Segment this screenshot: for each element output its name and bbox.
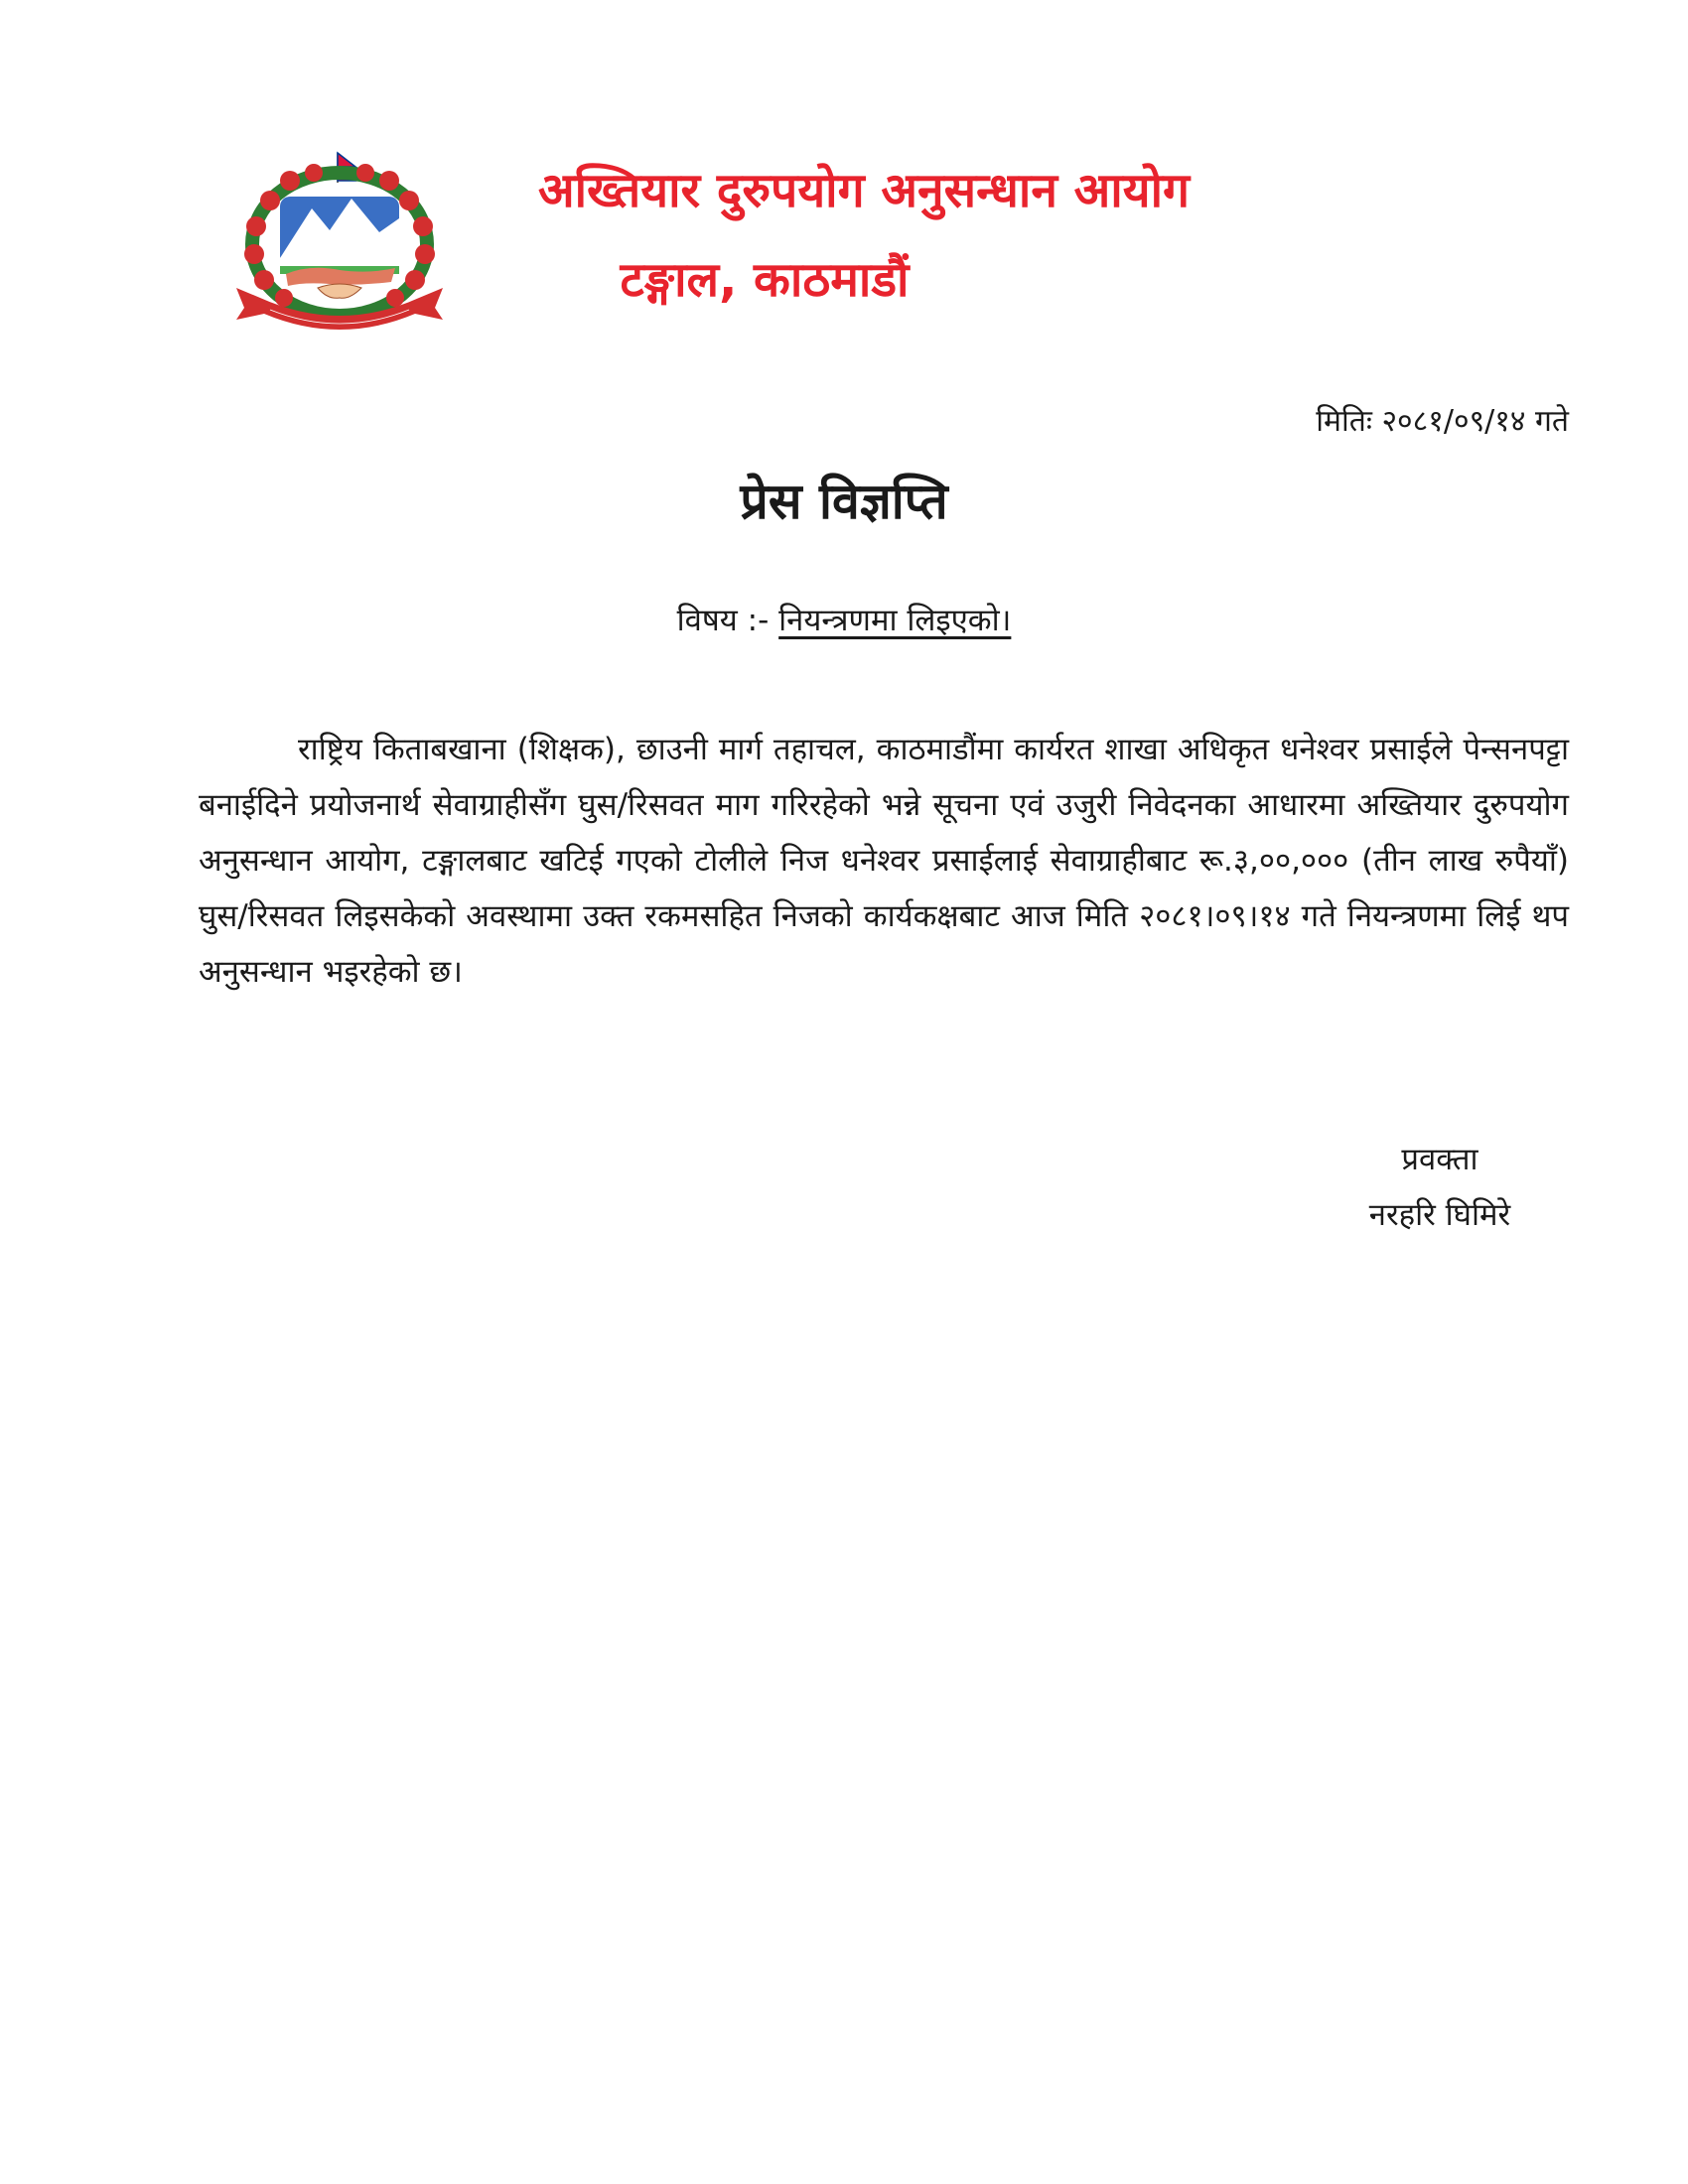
organization-address: टङ्गाल, काठमाडौं [620, 252, 910, 308]
signatory-role: प्रवक्ता [1401, 1142, 1478, 1177]
subject-text: नियन्त्रणमा लिइएको। [778, 603, 1012, 638]
page-title: प्रेस विज्ञप्ति [740, 473, 948, 530]
signatory-name: नरहरि घिमिरे [1368, 1197, 1511, 1233]
subject-line [0, 603, 1688, 638]
organization-name: अख्तियार दुरुपयोग अनुसन्धान आयोग [537, 163, 1191, 218]
nepal-emblem [230, 149, 449, 338]
handshake-icon [318, 284, 361, 298]
signature-block [1331, 1132, 1549, 1243]
emblem-graphic [230, 149, 449, 338]
subject-label: विषय :- [676, 603, 770, 638]
document-date: मितिः २०८१/०९/१४ गते [1316, 404, 1569, 439]
body-paragraph: राष्ट्रिय किताबखाना (शिक्षक), छाउनी मार्ग तहाचल, काठमाडौंमा कार्यरत शाखा अधिकृत धनेश्वर प्रसाईले पेन्सनपट्टा बनाईदिने प्रयोजनार्थ सेवाग्राहीसँग घुस/रिसवत माग गरिरहेको भन्ने सूचना एवं उजुरी निवेदनका आधारमा अख्तियार दुरुपयोग अनुसन्धान आयोग, टङ्गालबाट खटिई गएको टोलीले निज धनेश्वर प्रसाईलाई सेवाग्राहीबाट रू.३,००,००० (तीन लाख रुपैयाँ) घुस/रिसवत लिइसकेको अवस्थामा उक्त रकमसहित निजको कार्यकक्षबाट आज मिति २०८१।०९।१४ गते नियन्त्रणमा लिई थप अनुसन्धान भइरहेको छ। [199, 732, 1569, 990]
mountain-icon [280, 197, 399, 274]
